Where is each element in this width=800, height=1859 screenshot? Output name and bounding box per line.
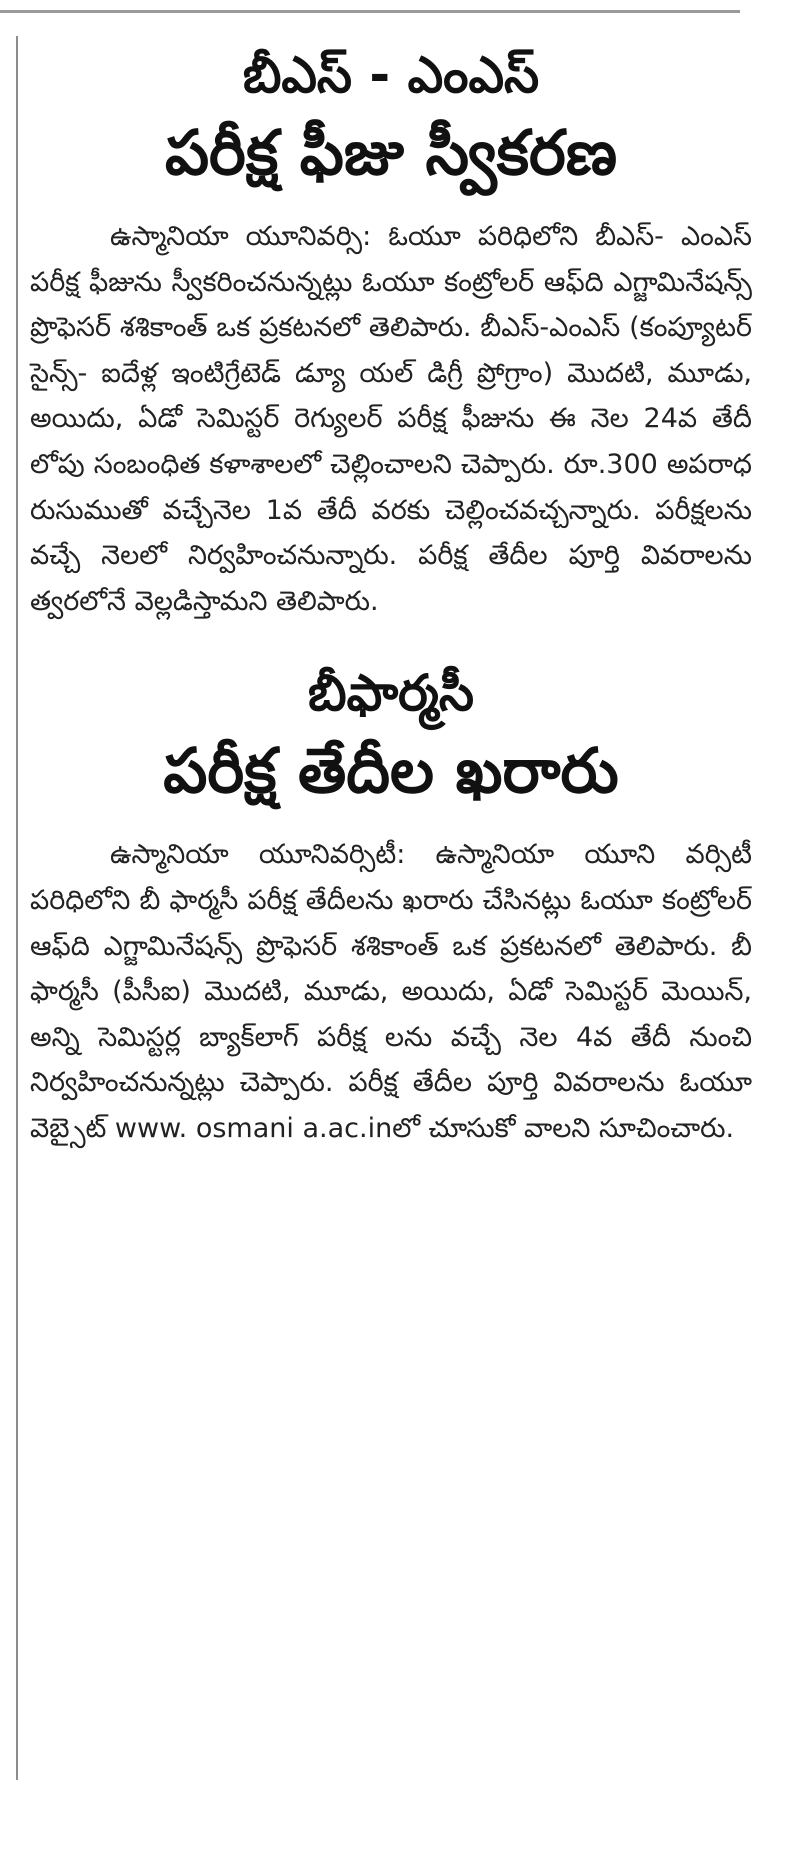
headline-kicker: బీఫార్మసీ bbox=[308, 664, 474, 723]
column-divider bbox=[16, 36, 18, 1780]
headline-main: పరీక్ష ఫీజు స్వీకరణ bbox=[164, 116, 618, 189]
headline-kicker: బీఎస్ - ఎంఎస్ bbox=[242, 46, 540, 104]
article-body: ఉస్మానియా యూనివర్సిటీ: ఉస్మానియా యూని వర్సిటీ పరిధిలోని బీ ఫార్మసీ పరీక్ష తేదీలను ఖరారు చేసినట్లు ఓయూ కంట్రోలర్ ఆఫ్‌ది ఎగ్జామినేషన్స్ ప్రొఫెసర్ శశికాంత్ ఒక ప్రకటనలో తెలిపారు. బీ ఫార్మసీ (పీసీఐ) మొదటి, మూడు, అయిదు, ఏడో సెమిస్టర్ మెయిన్, అన్ని సెమిస్టర్ల బ్యాక్‌లాగ్ పరీక్ష లను వచ్చే నెల 4వ తేదీ నుంచి నిర్వహించనున్నట్లు చెప్పారు. పరీక్ష తేదీల పూర్తి వివరాలను ఓయూ వెబ్సైట్ www. osmani a.ac.inలో చూసుకో వాలని సూచించారు. bbox=[30, 839, 752, 1144]
news-column bbox=[30, 40, 752, 1152]
article-bs-ms-fee bbox=[30, 40, 752, 624]
headline-main: పరీక్ష తేదీల ఖరారు bbox=[163, 734, 619, 808]
article-headline bbox=[30, 658, 752, 814]
top-divider bbox=[0, 10, 740, 13]
article-body: ఉస్మానియా యూనివర్సి: ఓయూ పరిధిలోని బీఎస్- ఎంఎస్ పరీక్ష ఫీజును స్వీకరించనున్నట్లు ఓయూ కంట్రోలర్ ఆఫ్‌ది ఎగ్జామినేషన్స్ ప్రొఫెసర్ శశికాంత్ ఒక ప్రకటనలో తెలిపారు. బీఎస్-ఎంఎస్ (కంప్యూటర్ సైన్స్- ఐదేళ్ల ఇంటిగ్రేటెడ్ డ్యూ యల్ డిగ్రీ ప్రోగ్రాం) మొదటి, మూడు, అయిదు, ఏడో సెమిస్టర్ రెగ్యులర్ పరీక్ష ఫీజును ఈ నెల 24వ తేదీ లోపు సంబంధిత కళాశాలలో చెల్లించాలని చెప్పారు. రూ.300 అపరాధ రుసుముతో వచ్చేనెల 1వ తేదీ వరకు చెల్లించవచ్చన్నారు. పరీక్షలను వచ్చే నెలలో నిర్వహించనున్నారు. పరీక్ష తేదీల పూర్తి వివరాలను త్వరలోనే వెల్లడిస్తామని తెలిపారు. bbox=[30, 221, 752, 617]
article-bpharmacy-dates bbox=[30, 658, 752, 1151]
article-headline bbox=[30, 40, 752, 196]
